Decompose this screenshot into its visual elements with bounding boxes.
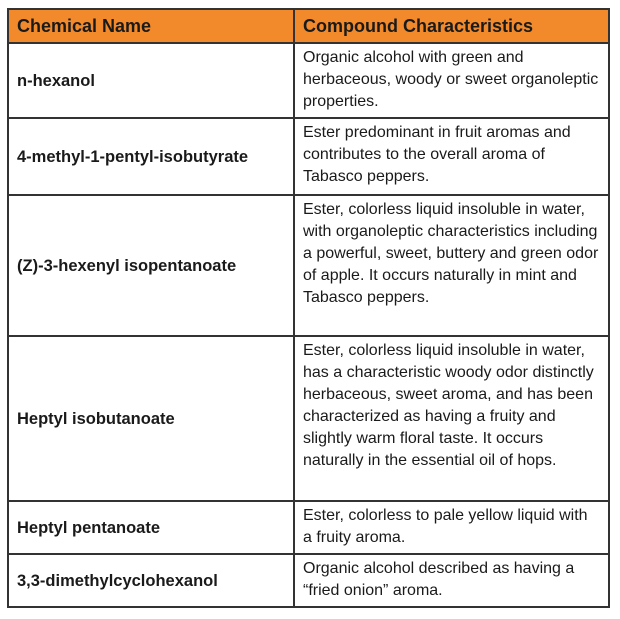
chemical-name-cell: 4-methyl-1-pentyl-isobutyrate xyxy=(9,118,294,195)
table-row xyxy=(9,336,608,501)
table-row xyxy=(9,195,608,336)
characteristics-cell: Ester, colorless liquid insoluble in water, with organoleptic characteristics including a powerful, sweet, buttery and green odor of apple. It occurs naturally in mint and Tabasco peppers. xyxy=(294,195,608,336)
header-chemical-name: Chemical Name xyxy=(9,10,294,43)
table-row xyxy=(9,43,608,118)
chemical-name-cell: Heptyl pentanoate xyxy=(9,501,294,554)
header-row xyxy=(9,10,608,43)
characteristics-cell: Organic alcohol described as having a “fried onion” aroma. xyxy=(303,560,575,599)
chemical-name-cell: 3,3-dimethylcyclohexanol xyxy=(9,554,294,606)
table-row xyxy=(9,501,608,554)
chemical-name-cell: n-hexanol xyxy=(9,43,294,118)
chemical-name-cell: Heptyl isobutanoate xyxy=(9,336,294,501)
characteristics-cell: Ester, colorless to pale yellow liquid with a fruity aroma. xyxy=(294,501,608,554)
characteristics-cell: Organic alcohol with green and herbaceous, woody or sweet organoleptic properties. xyxy=(294,43,608,118)
compounds-table xyxy=(7,8,610,608)
compounds-table-grid xyxy=(9,10,608,606)
characteristics-cell: Ester predominant in fruit aromas and contributes to the overall aroma of Tabasco peppers. xyxy=(294,118,608,195)
chemical-name-cell: (Z)-3-hexenyl isopentanoate xyxy=(9,195,294,336)
characteristics-cell: Ester, colorless liquid insoluble in water, has a characteristic woody odor distinctly herbaceous, sweet aroma, and has been characterized as having a fruity and slightly warm floral taste. It occurs naturally in the essential oil of hops. xyxy=(294,336,608,501)
table-row xyxy=(9,118,608,195)
header-compound-characteristics: Compound Characteristics xyxy=(294,10,608,43)
table-row xyxy=(9,554,608,606)
